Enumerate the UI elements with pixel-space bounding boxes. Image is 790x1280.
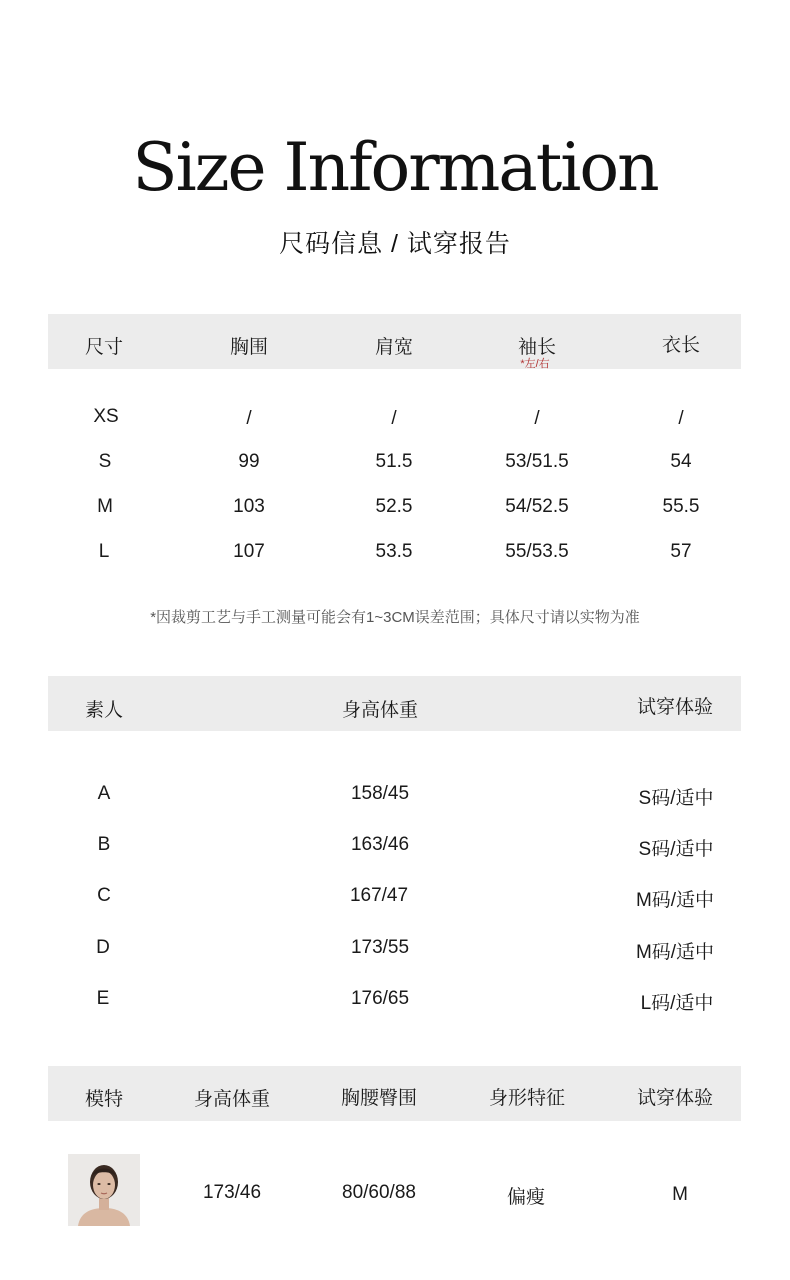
size-header-chest: 胸围 xyxy=(229,337,269,358)
table-cell: L码/适中 xyxy=(640,993,714,1014)
table-cell: 55/53.5 xyxy=(505,541,569,562)
table-cell: M xyxy=(672,1184,688,1205)
table-cell: 51.5 xyxy=(375,451,413,472)
table-cell: 163/46 xyxy=(350,834,410,855)
table-cell: M xyxy=(97,496,113,517)
tryon-header-height-weight: 身高体重 xyxy=(341,700,419,721)
table-cell: / xyxy=(246,408,252,429)
table-cell: 54/52.5 xyxy=(505,496,569,517)
page-subtitle: 尺码信息 / 试穿报告 xyxy=(279,230,511,258)
page-title: Size Information xyxy=(132,129,658,206)
table-cell: 167/47 xyxy=(349,885,409,906)
table-cell: 偏瘦 xyxy=(506,1187,546,1208)
model-header-model: 模特 xyxy=(84,1089,124,1110)
model-header-height-weight: 身高体重 xyxy=(193,1089,271,1110)
table-cell: E xyxy=(96,988,110,1009)
model-header-measurements: 胸腰臀围 xyxy=(340,1088,418,1109)
table-cell: B xyxy=(97,834,111,855)
model-portrait-icon xyxy=(68,1154,140,1226)
size-header-sleeve: 袖长 xyxy=(517,337,557,358)
table-cell: M码/适中 xyxy=(635,890,715,911)
table-cell: S码/适中 xyxy=(638,839,714,860)
table-cell: 99 xyxy=(238,451,260,472)
table-cell: 53/51.5 xyxy=(505,451,569,472)
table-cell: / xyxy=(391,408,397,429)
table-cell: 103 xyxy=(233,496,265,517)
table-cell: A xyxy=(97,783,111,804)
table-cell: 80/60/88 xyxy=(342,1182,416,1203)
size-header-size: 尺寸 xyxy=(84,337,124,358)
model-avatar xyxy=(68,1154,140,1226)
table-cell: 173/46 xyxy=(202,1182,262,1203)
table-cell: XS xyxy=(93,406,119,427)
table-cell: M码/适中 xyxy=(635,942,715,963)
measurement-footnote: *因裁剪工艺与手工测量可能会有1~3CM误差范围；具体尺寸请以实物为准 xyxy=(150,609,640,626)
table-cell: 52.5 xyxy=(375,496,413,517)
table-cell: L xyxy=(98,541,110,562)
table-cell: 57 xyxy=(670,541,692,562)
table-cell: 53.5 xyxy=(375,541,413,562)
table-cell: D xyxy=(96,937,110,958)
table-cell: 176/65 xyxy=(350,988,410,1009)
size-header-length: 衣长 xyxy=(661,335,701,356)
table-cell: 173/55 xyxy=(350,937,410,958)
tryon-header-experience: 试穿体验 xyxy=(636,697,714,718)
size-header-shoulder: 肩宽 xyxy=(374,337,414,358)
table-cell: / xyxy=(678,408,684,429)
table-cell: 55.5 xyxy=(662,496,700,517)
sleeve-note: *左/右 xyxy=(520,358,550,370)
table-cell: S xyxy=(98,451,112,472)
table-cell: / xyxy=(534,408,540,429)
table-cell: C xyxy=(97,885,111,906)
table-cell: 158/45 xyxy=(350,783,410,804)
table-cell: S码/适中 xyxy=(638,788,714,809)
tryon-header-person: 素人 xyxy=(84,700,124,721)
model-header-experience: 试穿体验 xyxy=(636,1088,714,1109)
table-cell: 54 xyxy=(670,451,692,472)
table-cell: 107 xyxy=(233,541,265,562)
model-header-body-type: 身形特征 xyxy=(488,1088,566,1109)
